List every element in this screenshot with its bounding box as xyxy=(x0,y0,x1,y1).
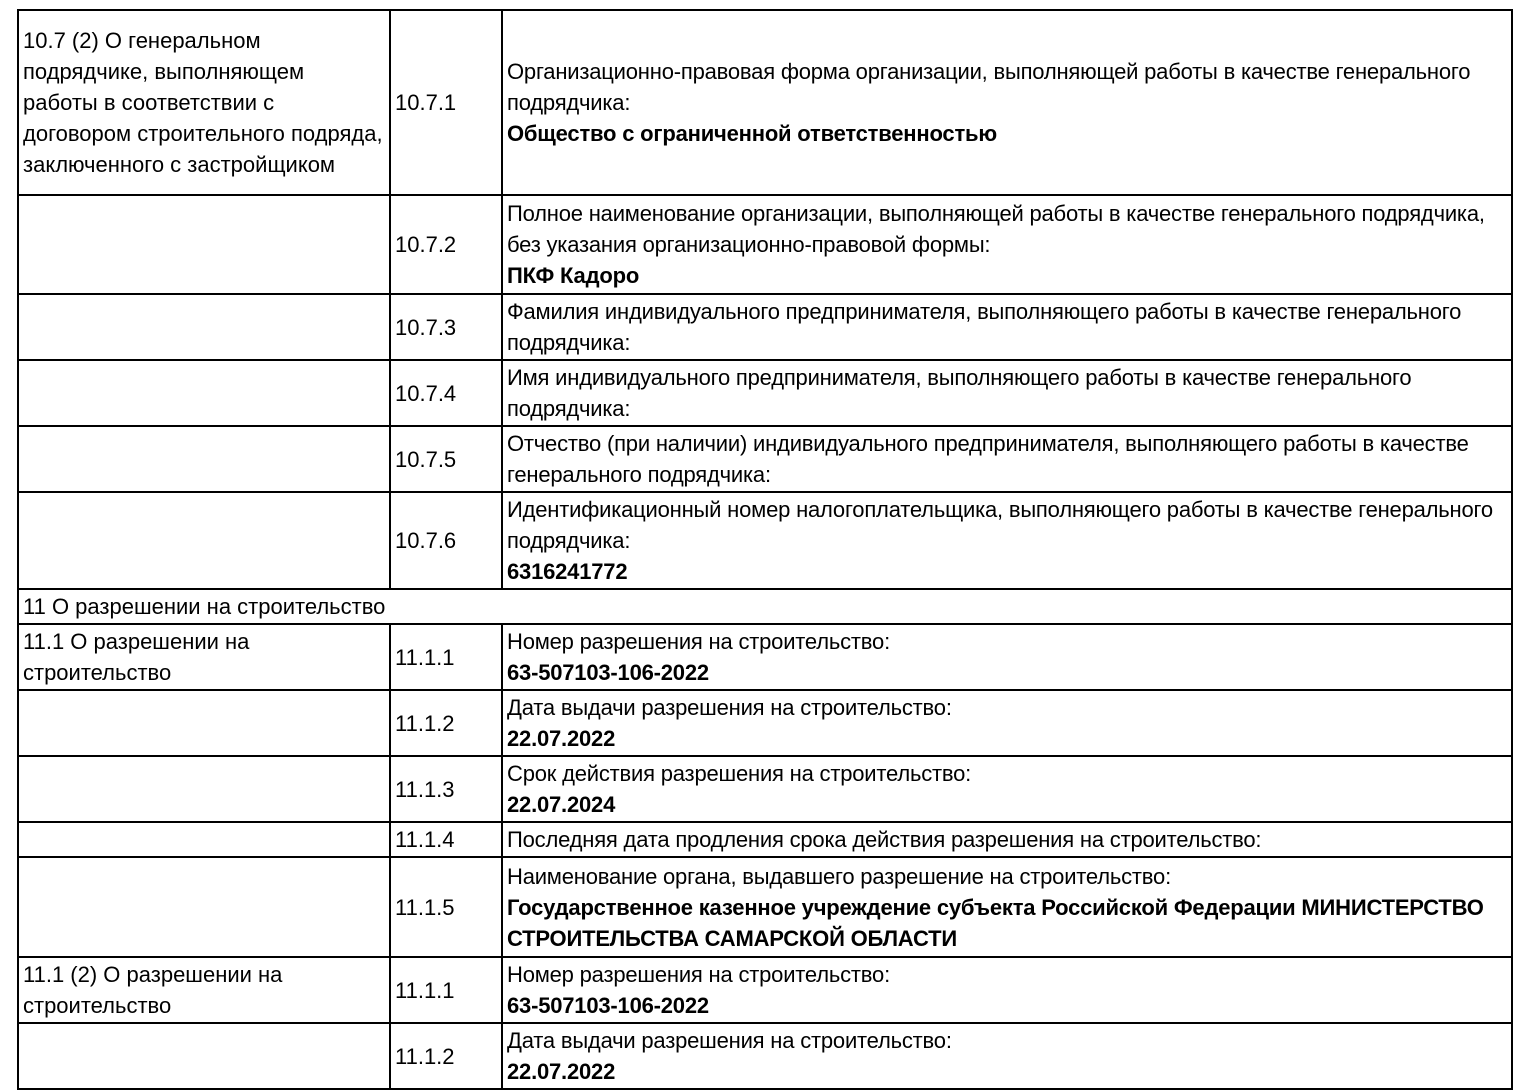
group-title-cell xyxy=(18,822,390,857)
item-label: Организационно-правовая форма организации, выполняющей работы в качестве генерального подрядчика: xyxy=(507,59,1471,115)
item-content-cell xyxy=(502,10,1512,195)
group-title-cell xyxy=(18,1023,390,1089)
item-value: 6316241772 xyxy=(507,559,628,584)
item-content-cell xyxy=(502,624,1512,690)
item-number-cell: 10.7.4 xyxy=(390,360,502,426)
item-content-cell xyxy=(502,1023,1512,1089)
group-title-cell: 10.7 (2) О генеральном подрядчике, выполняющем работы в соответствии с договором строительного подряда, заключенного с застройщиком xyxy=(18,10,390,195)
item-content-cell xyxy=(502,294,1512,360)
group-title-cell xyxy=(18,294,390,360)
item-number-cell: 10.7.2 xyxy=(390,195,502,294)
table-row xyxy=(18,10,1512,195)
group-title-cell xyxy=(18,690,390,756)
table-row xyxy=(18,294,1512,360)
item-label: Последняя дата продления срока действия разрешения на строительство: xyxy=(507,827,1262,852)
item-number-cell: 11.1.1 xyxy=(390,624,502,690)
table-row xyxy=(18,822,1512,857)
item-content-cell xyxy=(502,426,1512,492)
group-title-cell: 11.1 О разрешении на строительство xyxy=(18,624,390,690)
item-value: 22.07.2022 xyxy=(507,1059,616,1084)
item-label: Номер разрешения на строительство: xyxy=(507,962,890,987)
item-label: Дата выдачи разрешения на строительство: xyxy=(507,1028,952,1053)
table-row xyxy=(18,690,1512,756)
item-value: 22.07.2024 xyxy=(507,792,616,817)
table-row xyxy=(18,857,1512,957)
table-row xyxy=(18,360,1512,426)
item-value: ПКФ Кадоро xyxy=(507,263,640,288)
section-title-cell: 11 О разрешении на строительство xyxy=(18,589,1512,624)
item-label: Дата выдачи разрешения на строительство: xyxy=(507,695,952,720)
item-number-cell: 10.7.3 xyxy=(390,294,502,360)
item-label: Отчество (при наличии) индивидуального предпринимателя, выполняющего работы в качестве генерального подрядчика: xyxy=(507,431,1469,487)
item-value: Общество с ограниченной ответственностью xyxy=(507,121,997,146)
section-header-row xyxy=(18,589,1512,624)
item-number-cell: 10.7.1 xyxy=(390,10,502,195)
item-content-cell xyxy=(502,690,1512,756)
item-label: Фамилия индивидуального предпринимателя, выполняющего работы в качестве генерального подрядчика: xyxy=(507,299,1462,355)
declaration-table xyxy=(17,9,1513,1090)
group-title-cell: 11.1 (2) О разрешении на строительство xyxy=(18,957,390,1023)
item-number-cell: 11.1.2 xyxy=(390,690,502,756)
item-label: Идентификационный номер налогоплательщика, выполняющего работы в качестве генерального подрядчика: xyxy=(507,497,1493,553)
table-row xyxy=(18,624,1512,690)
group-title-cell xyxy=(18,492,390,589)
item-label: Номер разрешения на строительство: xyxy=(507,629,890,654)
item-content-cell xyxy=(502,360,1512,426)
item-content-cell xyxy=(502,756,1512,822)
item-label: Срок действия разрешения на строительство: xyxy=(507,761,972,786)
item-value: 63-507103-106-2022 xyxy=(507,660,709,685)
item-number-cell: 10.7.5 xyxy=(390,426,502,492)
item-number-cell: 11.1.1 xyxy=(390,957,502,1023)
item-content-cell xyxy=(502,195,1512,294)
item-content-cell xyxy=(502,492,1512,589)
group-title-cell xyxy=(18,360,390,426)
item-label: Наименование органа, выдавшего разрешение на строительство: xyxy=(507,863,1171,889)
table-row xyxy=(18,1023,1512,1089)
table-row xyxy=(18,492,1512,589)
item-number-cell: 11.1.3 xyxy=(390,756,502,822)
item-number-cell: 11.1.5 xyxy=(390,857,502,957)
group-title-cell xyxy=(18,857,390,957)
item-label: Полное наименование организации, выполняющей работы в качестве генерального подрядчика, без указания организационно-правовой формы: xyxy=(507,201,1485,257)
group-title-cell xyxy=(18,426,390,492)
table-row xyxy=(18,957,1512,1023)
item-value: 63-507103-106-2022 xyxy=(507,993,709,1018)
group-title-cell xyxy=(18,756,390,822)
item-value: 22.07.2022 xyxy=(507,726,616,751)
item-content-cell xyxy=(502,822,1512,857)
group-title-cell xyxy=(18,195,390,294)
item-content-cell xyxy=(502,957,1512,1023)
item-number-cell: 10.7.6 xyxy=(390,492,502,589)
table-row xyxy=(18,195,1512,294)
item-number-cell: 11.1.4 xyxy=(390,822,502,857)
item-value: Государственное казенное учреждение субъекта Российской Федерации МИНИСТЕРСТВО СТРОИТЕЛЬСТВА САМАРСКОЙ ОБЛАСТИ xyxy=(507,894,1484,951)
table-row xyxy=(18,756,1512,822)
item-label: Имя индивидуального предпринимателя, выполняющего работы в качестве генерального подрядчика: xyxy=(507,365,1412,421)
item-content-cell xyxy=(502,857,1512,957)
table-row xyxy=(18,426,1512,492)
declaration-table-body xyxy=(18,10,1512,1089)
item-number-cell: 11.1.2 xyxy=(390,1023,502,1089)
